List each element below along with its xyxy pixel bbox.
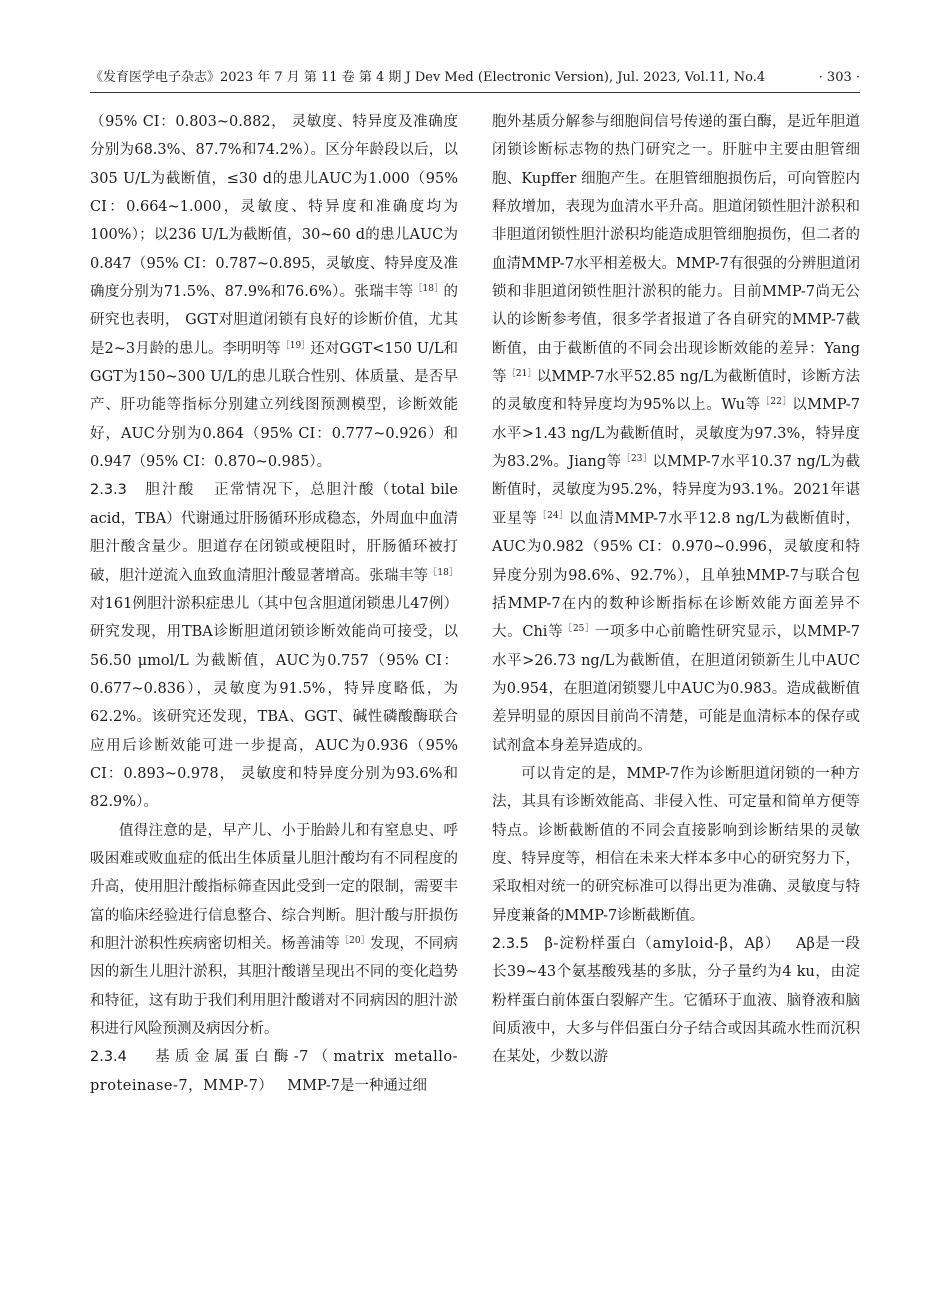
paragraph	[492, 108, 860, 760]
text-run: 的研究也表明， GGT对胆道闭锁有良好的诊断价值，尤其是2~3月龄的患儿。李明明等	[90, 284, 458, 357]
text-run: 胞外基质分解参与细胞间信号传递的蛋白酶，是近年胆道闭锁诊断标志物的热门研究之一。肝脏中主要由胆管细胞、Kupffer 细胞产生。在胆管细胞损伤后，可向管腔内释放增加，表现为血清水平升高。胆道闭锁性胆汁淤积和非胆道闭锁性胆汁淤积均能造成胆管细胞损伤，但二者的血清MMP-7水平相差极大。MMP-7有很强的分辨胆道闭锁和非胆道闭锁性胆汁淤积的能力。目前MMP-7尚无公认的诊断参考值，很多学者报道了各自研究的MMP-7截断值，由于截断值的不同会出现诊断效能的差异：Yang等	[492, 114, 860, 386]
citation-ref[interactable]: ［24］	[537, 510, 569, 521]
citation-ref[interactable]: ［18］	[428, 567, 459, 578]
section-number: 2.3.4	[90, 1049, 127, 1066]
section-title: 胆汁酸	[145, 482, 196, 499]
citation-ref[interactable]: ［22］	[760, 397, 793, 408]
citation-ref[interactable]: ［21］	[506, 369, 537, 380]
text-run: 发现，不同病因的新生儿胆汁淤积，其胆汁酸谱呈现出不同的变化趋势和特征，这有助于我们利用胆汁酸谱对不同病因的胆汁淤积进行风险预测及病因分析。	[90, 935, 459, 1037]
text-run: 还对GGT<150 U/L和GGT为150~300 U/L的患儿联合性别、体质量、是否早产、肝功能等指标分别建立列线图预测模型，诊断效能好，AUC分别为0.864（95% CI：0.777~0.926）和0.947（95% CI：0.870~0.985）。	[90, 340, 458, 471]
text-run: 以MMP-7水平52.85 ng/L为截断值时，诊断方法的灵敏度和特异度均为95%以上。Wu等	[492, 369, 861, 414]
text-run: 正常情况下，总胆汁酸（total bile acid，TBA）代谢通过肝肠循环形成稳态，外周血中血清胆汁酸含量少。胆道存在闭锁或梗阻时，肝肠循环被打破，胆汁逆流入血致血清胆汁酸显著增高。张瑞丰等	[90, 482, 459, 584]
journal-citation: 《发育医学电子杂志》2023 年 7 月 第 11 卷 第 4 期 J Dev Med (Electronic Version), Jul. 2023, Vol.11, No.4	[90, 70, 766, 85]
citation-ref[interactable]: ［19］	[280, 340, 311, 351]
left-column	[90, 108, 458, 1100]
page-number: · 303 ·	[818, 70, 860, 85]
section-number: 2.3.3	[90, 482, 127, 499]
section-title: 基质金属蛋白酶-7（matrix metallo-proteinase-7，MMP-7）	[90, 1049, 458, 1094]
running-header	[90, 66, 860, 90]
text-run: Aβ是一段长39~43个氨基酸残基的多肽，分子量约为4 ku，由淀粉样蛋白前体蛋白裂解产生。它循环于血液、脑脊液和脑间质液中，大多与伴侣蛋白分子结合或因其疏水性而沉积在某处，少数以游	[492, 935, 861, 1066]
section-2-3-5	[492, 930, 860, 1072]
text-run: （95% CI：0.803~0.882， 灵敏度、特异度及准确度分别为68.3%、87.7%和74.2%）。区分年龄段以后，以305 U/L为截断值，≤30 d的患儿AUC为1.000（95% CI：0.664~1.000，灵敏度、特异度和准确度均为100%）；以236 U/L为截断值，30~60 d的患儿AUC为0.847（95% CI：0.787~0.895，灵敏度、特异度及准确度分别为71.5%、87.9%和76.6%）。	[90, 114, 458, 301]
text-run: 张瑞丰等	[354, 284, 414, 301]
right-column	[492, 108, 860, 1072]
citation-ref[interactable]: ［20］	[339, 935, 370, 946]
paragraph	[90, 108, 458, 476]
section-title: β-淀粉样蛋白（amyloid-β，Aβ）	[544, 935, 781, 952]
citation-ref[interactable]: ［18］	[413, 284, 444, 295]
text-run: 以MMP-7水平>1.43 ng/L为截断值时，灵敏度为97.3%，特异度为83.2%。Jiang等	[492, 397, 860, 471]
section-2-3-4	[90, 1043, 458, 1100]
citation-ref[interactable]: ［25］	[563, 624, 595, 635]
header-rule	[90, 92, 860, 93]
text-run: 一项多中心前瞻性研究显示，以MMP-7水平>26.73 ng/L为截断值，在胆道闭锁新生儿中AUC为0.954，在胆道闭锁婴儿中AUC为0.983。造成截断值差异明显的原因目前尚不清楚，可能是血清标本的保存或试剂盒本身差异造成的。	[492, 624, 861, 754]
text-run: MMP-7是一种通过细	[287, 1077, 428, 1094]
citation-ref[interactable]: ［23］	[621, 454, 653, 465]
text-run: 值得注意的是，早产儿、小于胎龄儿和有窒息史、呼吸困难或败血症的低出生体质量儿胆汁酸均有不同程度的升高，使用胆汁酸指标筛查因此受到一定的限制，需要丰富的临床经验进行信息整合、综合判断。胆汁酸与肝损伤和胆汁淤积性疾病密切相关。杨善浦等	[90, 822, 458, 952]
section-number: 2.3.5	[492, 935, 529, 952]
section-2-3-3	[90, 476, 458, 816]
text-run: 以血清MMP-7水平12.8 ng/L为截断值时，AUC为0.982（95% CI：0.970~0.996，灵敏度和特异度分别为98.6%、92.7%），且单独MMP-7与联合包括MMP-7在内的数种诊断指标在诊断效能方面差异不大。Chi等	[492, 510, 861, 641]
paragraph: 可以肯定的是，MMP-7作为诊断胆道闭锁的一种方法，其具有诊断效能高、非侵入性、可定量和简单方便等特点。诊断截断值的不同会直接影响到诊断结果的灵敏度、特异度等，相信在未来大样本多中心的研究努力下，采取相对统一的研究标准可以得出更为准确、灵敏度与特异度兼备的MMP-7诊断截断值。	[492, 765, 860, 924]
text-run: 以MMP-7水平10.37 ng/L为截断值时，灵敏度为95.2%，特异度为93.1%。2021年谌亚星等	[492, 454, 860, 527]
text-run: 对161例胆汁淤积症患儿（其中包含胆道闭锁患儿47例）研究发现，用TBA诊断胆道闭锁诊断效能尚可接受，以56.50 μmol/L 为截断值，AUC为0.757（95% CI：0.677~0.836），灵敏度为91.5%，特异度略低，为62.2%。该研究还发现，TBA、GGT、碱性磷酸酶联合应用后诊断效能可进一步提高，AUC为0.936（95% CI：0.893~0.978， 灵敏度和特异度分别为93.6%和82.9%）。	[90, 595, 458, 811]
paragraph	[90, 817, 458, 1044]
